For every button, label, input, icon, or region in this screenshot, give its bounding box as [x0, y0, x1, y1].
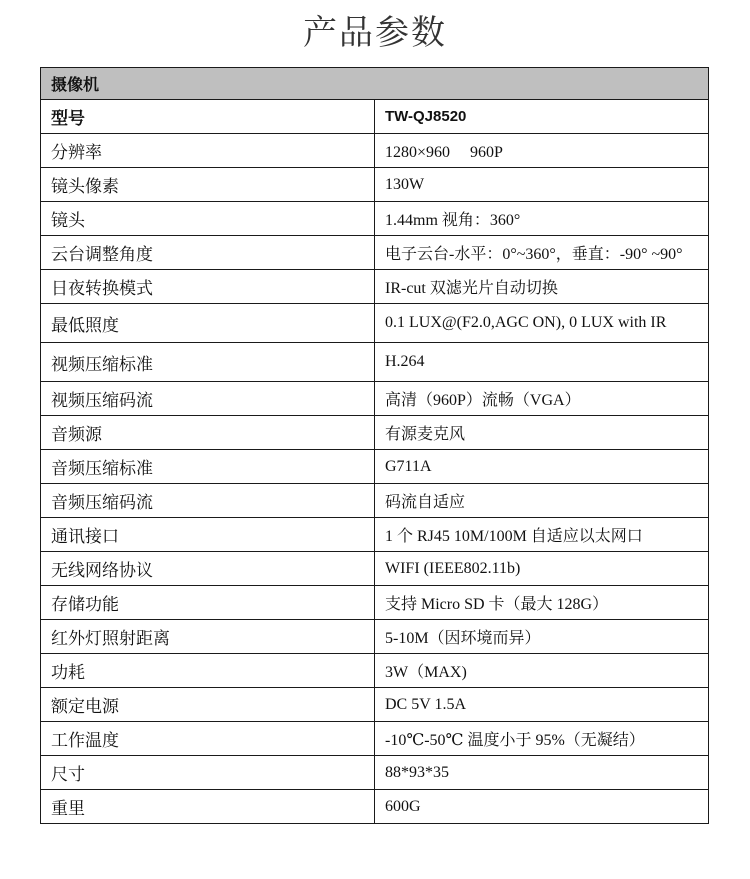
spec-label: 通讯接口	[41, 518, 375, 552]
spec-value: 支持 Micro SD 卡（最大 128G）	[375, 586, 709, 620]
spec-label: 工作温度	[41, 722, 375, 756]
spec-label: 无线网络协议	[41, 552, 375, 586]
spec-row-ptz-angle	[41, 236, 709, 270]
spec-value: 高清（960P）流畅（VGA）	[375, 382, 709, 416]
spec-value: IR-cut 双滤光片自动切换	[375, 270, 709, 304]
spec-label: 音频压缩码流	[41, 484, 375, 518]
spec-row-lens	[41, 202, 709, 236]
spec-value: 1280×960 960P	[375, 134, 709, 168]
spec-row-power-consumption	[41, 654, 709, 688]
spec-row-storage	[41, 586, 709, 620]
spec-value: 码流自适应	[375, 484, 709, 518]
spec-row-model	[41, 100, 709, 134]
section-header-row	[41, 68, 709, 100]
spec-value: 600G	[375, 790, 709, 824]
spec-row-video-bitrate	[41, 382, 709, 416]
spec-value: 130W	[375, 168, 709, 202]
spec-label: 镜头	[41, 202, 375, 236]
spec-label: 红外灯照射距离	[41, 620, 375, 654]
spec-value: -10℃-50℃ 温度小于 95%（无凝结）	[375, 722, 709, 756]
spec-row-audio-compression	[41, 450, 709, 484]
spec-value: WIFI (IEEE802.11b)	[375, 552, 709, 586]
spec-row-wireless	[41, 552, 709, 586]
spec-label: 存储功能	[41, 586, 375, 620]
spec-value: 5-10M（因环境而异）	[375, 620, 709, 654]
spec-value: TW-QJ8520	[375, 100, 709, 134]
spec-row-operating-temperature	[41, 722, 709, 756]
spec-value: H.264	[375, 343, 709, 382]
spec-row-weight	[41, 790, 709, 824]
spec-row-power-supply	[41, 688, 709, 722]
spec-row-min-illumination	[41, 304, 709, 343]
spec-label: 日夜转换模式	[41, 270, 375, 304]
spec-label: 尺寸	[41, 756, 375, 790]
spec-value: 有源麦克风	[375, 416, 709, 450]
spec-label: 分辨率	[41, 134, 375, 168]
spec-row-day-night-mode	[41, 270, 709, 304]
spec-label: 云台调整角度	[41, 236, 375, 270]
spec-label: 最低照度	[41, 304, 375, 343]
spec-label: 视频压缩标准	[41, 343, 375, 382]
spec-value: 0.1 LUX@(F2.0,AGC ON), 0 LUX with IR	[375, 304, 709, 343]
page-title: 产品参数	[303, 13, 447, 53]
spec-value: 1 个 RJ45 10M/100M 自适应以太网口	[375, 518, 709, 552]
spec-row-ir-distance	[41, 620, 709, 654]
spec-value: 1.44mm 视角：360°	[375, 202, 709, 236]
spec-label: 重里	[41, 790, 375, 824]
spec-label: 视频压缩码流	[41, 382, 375, 416]
spec-table	[40, 67, 709, 824]
section-header: 摄像机	[41, 68, 709, 100]
spec-label: 音频压缩标准	[41, 450, 375, 484]
spec-row-audio-bitrate	[41, 484, 709, 518]
spec-value: 88*93*35	[375, 756, 709, 790]
spec-label: 型号	[41, 100, 375, 134]
spec-value: 3W（MAX)	[375, 654, 709, 688]
spec-row-lens-pixels	[41, 168, 709, 202]
spec-value: DC 5V 1.5A	[375, 688, 709, 722]
spec-label: 功耗	[41, 654, 375, 688]
spec-value: G711A	[375, 450, 709, 484]
spec-value: 电子云台-水平：0°~360°，垂直：-90° ~90°	[375, 236, 709, 270]
spec-row-interface	[41, 518, 709, 552]
spec-row-dimensions	[41, 756, 709, 790]
spec-label: 音频源	[41, 416, 375, 450]
spec-row-audio-source	[41, 416, 709, 450]
spec-row-video-compression	[41, 343, 709, 382]
spec-label: 镜头像素	[41, 168, 375, 202]
spec-label: 额定电源	[41, 688, 375, 722]
spec-row-resolution	[41, 134, 709, 168]
